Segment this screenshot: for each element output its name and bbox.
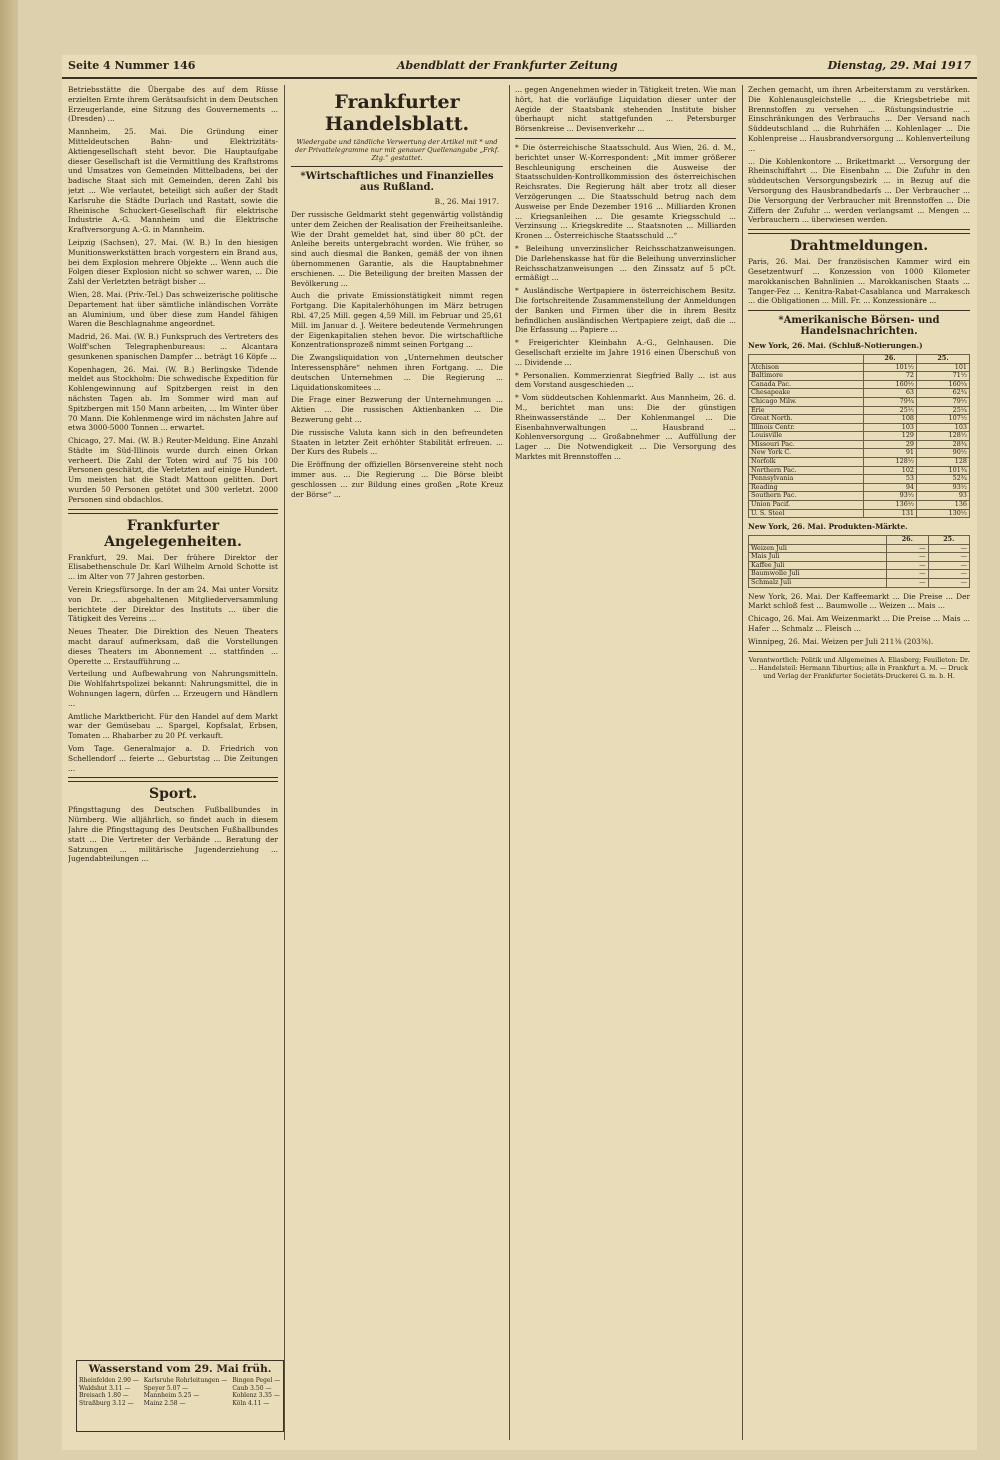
table-cell: 160¼ xyxy=(916,380,969,389)
table-cell: 107½ xyxy=(916,415,969,424)
article-headline: *Wirtschaftliches und Finanzielles aus Rußland. xyxy=(300,171,494,193)
column-4 xyxy=(748,85,970,1440)
news-paragraph: Chicago, 27. Mai. (W. B.) Reuter-Meldung. Eine Anzahl Städte im Süd-Illinois wurde durch einen Orkan verheert. Die Zahl der Toten wird auf 75 bis 100 Personen geschätzt, die Verletzten auf einige Hundert. Um meisten hat die Stadt Mattoon gelitten. Dort wurden 50 Personen getötet und 300 verletzt. 2000 Personen sind obdachlos. xyxy=(68,436,278,504)
table-cell: 72 xyxy=(864,372,917,381)
table-cell: 103 xyxy=(864,423,917,432)
table-cell: 101 xyxy=(916,363,969,372)
table-cell: 52¾ xyxy=(916,475,969,484)
table-cell: 93½ xyxy=(916,483,969,492)
news-paragraph: * Freigerichter Kleinbahn A.-G., Gelnhausen. Die Gesellschaft erzielte im Jahre 1916 einen Überschuß von ... Dividende ... xyxy=(515,338,736,367)
table-cell: Caub 3.50 — xyxy=(232,1384,272,1392)
news-paragraph: * Personalien. Kommerzienrat Siegfried Bally ... ist aus dem Vorstand ausgeschieden ... xyxy=(515,370,736,390)
table-cell: 25¼ xyxy=(916,406,969,415)
table-cell: Atchison xyxy=(749,363,864,372)
table-cell: 79¾ xyxy=(864,397,917,406)
table-cell: 160½ xyxy=(864,380,917,389)
table-cell: Northern Pac. xyxy=(749,466,864,475)
table-cell: 91 xyxy=(864,449,917,458)
table-cell: 90½ xyxy=(916,449,969,458)
news-paragraph: Chicago, 26. Mai. Am Weizenmarkt ... Die Preise ... Mais ... Hafer ... Schmalz ... Fleisch ... xyxy=(748,614,970,633)
section-divider xyxy=(515,138,736,139)
news-paragraph: Betriebsstätte die Übergabe des auf dem Rüsse erzielten Ernte ihrem Gerätsaufsicht in dem Deutschen Erzeugerlande, eine Sitzung des Gouvernements ... (Dresden) ... xyxy=(68,85,278,124)
table-cell: Waldshut 3.11 — xyxy=(79,1384,131,1392)
section-divider xyxy=(748,229,970,234)
table-cell: Mannheim 5.25 — xyxy=(143,1392,200,1399)
table-header-cell: 26. xyxy=(864,354,917,363)
table-row xyxy=(77,1400,283,1408)
table-cell: 71½ xyxy=(916,372,969,381)
section-divider xyxy=(291,166,503,167)
market-heading: New York, 26. Mai. Produkten-Märkte. xyxy=(748,522,908,532)
news-paragraph: Auch die private Emissionstätigkeit nimmt regen Fortgang. Die Kapitalerhöhungen im März betrugen Rbl. 47,25 Mill. gegen 4,59 Mill. im Februar und 25,61 Mill. im Januar d. J. Weitere bedeutende Vermehrungen der Eigenkapitalien stehen bevor. Die wirtschaftliche Konzentrationsprozeß nimmt seinen Fortgang ... xyxy=(291,291,503,350)
news-paragraph: Amtliche Marktbericht. Für den Handel auf dem Markt war der Gemüsebau ... Spargel, Kopfsalat, Erbsen, Tomaten ... Rhabarber zu 20 Pf. verkauft. xyxy=(68,711,278,741)
table-cell: — xyxy=(928,570,969,579)
news-paragraph: Paris, 26. Mai. Der französischen Kammer wird ein Gesetzentwurf ... Konzession von 1000 Kilometer marokkanischen Bahnlinien ... Marokkanischen Staats ... Tanger-Fez ... Kenitra-Rabat-Casablanca und Marrakesch ... die Obligationen ... Mill. Fr. ... Konzessionäre ... xyxy=(748,257,970,306)
table-cell: — xyxy=(887,570,928,579)
table-cell: Mais Juli xyxy=(749,553,887,562)
table-row xyxy=(749,475,970,484)
table-row xyxy=(749,397,970,406)
table-cell: 136 xyxy=(916,501,969,510)
table-row xyxy=(77,1392,283,1400)
news-paragraph: Die russische Valuta kann sich in den befreundeten Staaten in letzter Zeit erhöhter Stabilität erfreuen. ... Der Kurs des Rubels ... xyxy=(291,427,503,457)
section-title-angelegenheiten: Frankfurter Angelegenheiten. xyxy=(104,517,242,550)
news-paragraph: Die Eröffnung der offiziellen Börsenvereine steht noch immer aus. ... Die Regierung ... Die Börse bleibt geschlossen ... zur Bildung eines großen „Rote Kreuz der Börse“ ... xyxy=(291,460,503,499)
news-paragraph: * Beleihung unverzinslicher Reichsschatzanweisungen. Die Darlehenskasse hat für die Beleihung unverzinslicher Reichsschatzanweisungen ... den Zinssatz auf 5 pCt. ermäßigt ... xyxy=(515,243,736,283)
news-paragraph: Kopenhagen, 26. Mai. (W. B.) Berlingske Tidende meldet aus Stockholm: Die schwedische Expedition für Kohlengewinnung auf Spitzbergen reist in den nächsten Tagen ab. Im Sommer wird man auf Spitzbergen mit 150 Mann arbeiten, ... Im Winter über 70 Mann. Die Kohlenmenge wird im nächsten Jahre auf etwa 3000-5000 Tonnen ... erwartet. xyxy=(68,364,278,433)
table-cell: — xyxy=(887,578,928,587)
table-cell: Speyer 5.07 — xyxy=(143,1384,189,1392)
table-cell: Breisach 1.80 — xyxy=(79,1392,129,1399)
table-row xyxy=(749,458,970,467)
table-cell: 93½ xyxy=(864,492,917,501)
table-cell: Kaffee Juli xyxy=(749,561,887,570)
table-cell: Schmalz Juli xyxy=(749,578,887,587)
table-cell: Reading xyxy=(749,483,864,492)
table-cell: 25½ xyxy=(864,406,917,415)
news-paragraph: Verein Kriegsfürsorge. In der am 24. Mai unter Vorsitz von Dr. ... abgehaltenen Mitgliederversammlung berichtete der Direktor des Instituts ... über die Tätigkeit des Vereins ... xyxy=(68,585,278,624)
news-paragraph: Die Frage einer Bezwerung der Unternehmungen ... Aktien ... Die russischen Aktienbanken ... Die Bezwerung geht ... xyxy=(291,395,503,424)
table-cell: Chicago Milw. xyxy=(749,397,864,406)
table-cell: 62¾ xyxy=(916,389,969,398)
table-cell: — xyxy=(887,553,928,562)
table-cell: 79½ xyxy=(916,397,969,406)
table-cell: Bingen Pegel — xyxy=(232,1377,281,1384)
table-cell: 93 xyxy=(916,492,969,501)
section-divider xyxy=(748,651,970,652)
article-dateline: B., 26. Mai 1917. xyxy=(434,197,499,206)
table-row xyxy=(77,1385,283,1393)
table-cell: 53 xyxy=(864,475,917,484)
table-row xyxy=(749,544,970,553)
news-paragraph: Verteilung und Aufbewahrung von Nahrungsmitteln. Die Wohlfahrtspolizei bekannt: Nahrungsmittel, die in Wohnungen lagern, dürfen ... Erzeugern und Händlern ... xyxy=(68,669,278,708)
column-3 xyxy=(515,85,736,1440)
table-cell: Koblenz 3.35 — xyxy=(232,1392,280,1399)
table-cell: Karlsruhe Rohrleitungen — xyxy=(143,1377,228,1384)
table-cell: Pennsylvania xyxy=(749,475,864,484)
news-paragraph: ... Die Kohlenkontore ... Brikettmarkt ... Versorgung der Rheinschiffahrt ... Die Eisenbahn ... Die Zufuhr in den süddeutschen Versorgungsbezirk ... in Bezug auf die Versorgung des Hausbrandbedarfs ... Der Verbraucher ... Die Versorgung der Verbraucher mit Brennstoffen ... Die Ziffern der Zufuhr ... werden verlangsamt ... Mengen ... Verbrauchern ... überwiesen werden. xyxy=(748,156,970,225)
table-cell: 130½ xyxy=(916,509,969,518)
water-level-table xyxy=(77,1377,283,1407)
table-cell: 136½ xyxy=(864,501,917,510)
table-header-cell xyxy=(749,536,887,545)
section-divider xyxy=(68,777,278,782)
table-cell: Norfolk xyxy=(749,458,864,467)
news-paragraph: Zechen gemacht, um ihren Arbeiterstamm zu verstärken. Die Kohlenausgleichstelle ... die Kriegsbetriebe mit Brennstoffen zu versehen ... Rüstungsindustrie ... Einschränkungen des Verbrauchs ... Der Versand nach Süddeutschland ... die Ruhrhäfen ... Kohlenlager ... Die Kohlenpreise ... Hausbrandversorgung ... Kohlenverteilung ... xyxy=(748,85,970,153)
news-paragraph: Pfingsttagung des Deutschen Fußballbundes in Nürnberg. Wie alljährlich, so findet auch in diesem Jahre die Pfingsttagung des Deutschen Fußballbundes statt ... Die Vertreter der Verbände ... Beratung der Satzungen ... militärische Jugenderziehung ... Jugendabteilungen ... xyxy=(68,805,278,864)
table-cell: — xyxy=(887,544,928,553)
table-row xyxy=(749,578,970,587)
news-paragraph: Vom Tage. Generalmajor a. D. Friedrich von Schellendorf ... feierte ... Geburtstag ... Die Zeitungen ... xyxy=(68,744,278,773)
table-cell: — xyxy=(887,561,928,570)
column-rule xyxy=(509,85,510,1440)
section-divider xyxy=(748,310,970,311)
table-cell: Erie xyxy=(749,406,864,415)
table-cell: New York C. xyxy=(749,449,864,458)
imprint: Verantwortlich: Politik und Allgemeines A. Eliasberg; Feuilleton: Dr. ... Handelsteil: Hermann Tiburtius; alle in Frankfurt a. M. — Druck und Verlag der Frankfurter Societäts-Druckerei G. m. b. H. xyxy=(748,655,970,680)
stock-quote-table xyxy=(748,354,970,518)
news-paragraph: ... gegen Angenehmen wieder in Tätigkeit treten. Wie man hört, hat die vorläufige Liquidation dieser unter der Aegide der Staatsbank stehenden Institute bisher überhaupt nicht stattgefunden ... Petersburger Börsenkreise ... Devisenverkehr ... xyxy=(515,85,736,134)
section-title-drahtmeldungen: Drahtmeldungen. xyxy=(789,238,929,255)
table-header-row xyxy=(749,354,970,363)
table-cell: Mainz 2.58 — xyxy=(143,1399,186,1407)
table-row xyxy=(749,553,970,562)
table-cell: Union Pacif. xyxy=(749,501,864,510)
table-cell: Baltimore xyxy=(749,372,864,381)
table-cell: Missouri Pac. xyxy=(749,440,864,449)
water-level-box xyxy=(76,1360,284,1432)
table-cell: 94 xyxy=(864,483,917,492)
table-cell: 29 xyxy=(864,440,917,449)
news-paragraph: Madrid, 26. Mai. (W. B.) Funkspruch des Vertreters des Wolff'schen Telegraphenbureaus: ... Alcantara gesunkenen spanischen Dampfer ... beträgt 16 Köpfe ... xyxy=(68,332,278,361)
table-header-cell: 26. xyxy=(887,536,928,545)
news-paragraph: Wien, 28. Mai. (Priv.-Tel.) Das schweizerische politische Departement hat über sämtliche inländischen Vorräte an Aluminium, und über diese zum Handel fähigen Waren die Beschlagnahme angeordnet. xyxy=(68,289,278,329)
table-cell: Weizen Juli xyxy=(749,544,887,553)
news-paragraph: * Vom süddeutschen Kohlenmarkt. Aus Mannheim, 26. d. M., berichtet man uns: Die der günstigen Rheinwasserstände ... Der Kohlenmangel ... Die Eisenbahnverwaltungen ... Hausbrand ... Kohlenversorgung ... Großabnehmer ... Auffüllung der Lager ... Die Notwendigkeit ... Die Versorgung des Marktes mit Brennstoffen ... xyxy=(515,393,736,461)
table-cell: 102 xyxy=(864,466,917,475)
table-cell: 129 xyxy=(864,432,917,441)
table-cell: — xyxy=(928,553,969,562)
table-row xyxy=(749,449,970,458)
table-cell: Canada Pac. xyxy=(749,380,864,389)
produce-market-table xyxy=(748,535,970,588)
page-binding xyxy=(0,0,18,1460)
table-cell: Illinois Centr. xyxy=(749,423,864,432)
table-cell: Baumwolle Juli xyxy=(749,570,887,579)
table-cell: Straßburg 3.12 — xyxy=(79,1399,134,1407)
table-cell: — xyxy=(928,544,969,553)
column-1 xyxy=(68,85,278,1350)
table-cell: Köln 4.11 — xyxy=(232,1399,270,1407)
water-level-title: Wasserstand vom 29. Mai früh. xyxy=(88,1363,272,1375)
table-cell: U. S. Steel xyxy=(749,509,864,518)
table-row xyxy=(749,501,970,510)
table-row xyxy=(749,372,970,381)
newspaper-title: Abendblatt der Frankfurter Zeitung xyxy=(397,59,618,72)
table-header-cell xyxy=(749,354,864,363)
table-cell: 103 xyxy=(916,423,969,432)
news-paragraph: Leipzig (Sachsen), 27. Mai. (W. B.) In den hiesigen Munitionswerkstätten brach vorgestern ein Brand aus, bei dem Explosion mehrere Objekte ... Wenn auch die Folgen dieser Explosion nicht so schwer waren, ... Die Zahl der Verletzten beträgt bisher ... xyxy=(68,237,278,287)
table-cell: Rheinfelden 2.90 — xyxy=(79,1377,139,1384)
table-cell: 28¾ xyxy=(916,440,969,449)
news-paragraph: * Die österreichische Staatsschuld. Aus Wien, 26. d. M., berichtet unser W.-Korrespondent: „Mit immer größerer Beschleunigung erscheinen die Ausweise der Staatsschulden-Kontrollkommission des österreichischen Reichsrates. Die Regierung hält aber trotz all dieser Verzögerungen ... Die Staatsschuld betrug nach dem Ausweise per Ende Dezember 1916 ... Milliarden Kronen ... Kriegsanleihen ... Die gesamte Kriegsschuld ... Verzinsung ... Kriegskredite ... Staatsnoten ... Milliarden Kronen ... Österreichische Staatsschuld ...“ xyxy=(515,142,736,241)
table-cell: 108 xyxy=(864,415,917,424)
news-paragraph: Winnipeg, 26. Mai. Weizen per Juli 211⅜ (203⅜). xyxy=(748,636,934,646)
table-cell: 101¾ xyxy=(916,466,969,475)
table-cell: Great North. xyxy=(749,415,864,424)
section-title-sport: Sport. xyxy=(149,786,197,803)
section-divider xyxy=(68,509,278,514)
table-cell: 101½ xyxy=(864,363,917,372)
table-cell: 131 xyxy=(864,509,917,518)
newspaper-page xyxy=(62,55,977,1450)
news-paragraph: Mannheim, 25. Mai. Die Gründung einer Mitteldeutschen Bahn- und Elektrizitäts-Aktiengesellschaft steht bevor. Die Hauptaufgabe dieser Gesellschaft ist die Vermittlung des Kraftstroms und Umsatzes von Gemeinden Mittelbadens, bei der badische Staat sich mit Gemeinden, deren Zahl bis jetzt ... Wie verlautet, beteiligt sich außer der Stadt Karlsruhe die Städte Durlach und Rastatt, sowie die Rheinische Schuckert-Gesellschaft für elektrische Industrie A.-G. Mannheim und die Elektrische Kraftversorgung A.-G. in Mannheim. xyxy=(68,127,278,235)
table-cell: Chesapeake xyxy=(749,389,864,398)
news-paragraph: Neues Theater. Die Direktion des Neuen Theaters macht darauf aufmerksam, daß die Vorstellungen dieses Theaters im Abonnement ... stattfinden ... Operette ... Erstaufführung ... xyxy=(68,627,278,666)
news-paragraph: * Ausländische Wertpapiere in österreichischem Besitz. Die fortschreitende Zusammenstellung der Anmeldungen der Banken und Firmen über die in ihrem Besitz befindlichen ausländischen Wertpapiere zeigt, daß die ... Die Erfassung ... Papiere ... xyxy=(515,286,736,335)
table-header-row xyxy=(749,536,970,545)
table-cell: 128½ xyxy=(916,432,969,441)
table-row xyxy=(749,509,970,518)
table-cell: — xyxy=(928,561,969,570)
table-cell: Louisville xyxy=(749,432,864,441)
section-title-amerikanisch: *Amerikanische Börsen- und Handelsnachrichten. xyxy=(778,315,940,338)
reprint-notice: Wiedergabe und tändliche Verwertung der Artikel mit * und der Privattelegramme nur mit genauer Quellenangabe „Frkf. Ztg.“ gestattet. xyxy=(294,138,500,162)
table-header-cell: 25. xyxy=(928,536,969,545)
table-cell: 128 xyxy=(916,458,969,467)
table-header-cell: 25. xyxy=(916,354,969,363)
news-paragraph: Der russische Geldmarkt steht gegenwärtig vollständig unter dem Zeichen der Realisation der Freiheitsanleihe. Wie der Draht gemeldet hat, sind über 80 pCt. der Anleihe bereits untergebracht worden. Wie früher, so sind auch diesmal die Banken, gemäß der von ihnen übernommenen Garantie, als die Hauptabnehmer erschienen. ... Die Beteiligung der breiten Massen der Bevölkerung ... xyxy=(291,210,503,288)
page-number: Seite 4 Nummer 146 xyxy=(68,59,196,72)
market-heading: New York, 26. Mai. (Schluß-Notierungen.) xyxy=(748,341,923,351)
news-paragraph: Die Zwangsliquidation von „Unternehmen deutscher Interessensphäre“ nehmen ihren Fortgang. ... Die deutschen Unternehmen ... Die Regierung ... Liquidationskomitees ... xyxy=(291,353,503,392)
column-rule xyxy=(284,85,285,1440)
table-cell: 128½ xyxy=(864,458,917,467)
column-2 xyxy=(291,85,503,1440)
table-cell: Southern Pac. xyxy=(749,492,864,501)
issue-date: Dienstag, 29. Mai 1917 xyxy=(827,59,971,72)
table-row xyxy=(749,415,970,424)
column-rule xyxy=(742,85,743,1440)
handelsblatt-title: Frankfurter Handelsblatt. xyxy=(324,91,470,135)
page-header xyxy=(62,55,977,79)
table-cell: 63 xyxy=(864,389,917,398)
table-cell: — xyxy=(928,578,969,587)
table-row xyxy=(77,1377,283,1385)
news-paragraph: New York, 26. Mai. Der Kaffeemarkt ... Die Preise ... Der Markt schloß fest ... Baumwolle ... Weizen ... Mais ... xyxy=(748,591,970,611)
news-paragraph: Frankfurt, 29. Mai. Der frühere Direktor der Elisabethenschule Dr. Karl Wilhelm Arnold Schotte ist ... im Alter von 77 Jahren gestorben. xyxy=(68,552,278,582)
